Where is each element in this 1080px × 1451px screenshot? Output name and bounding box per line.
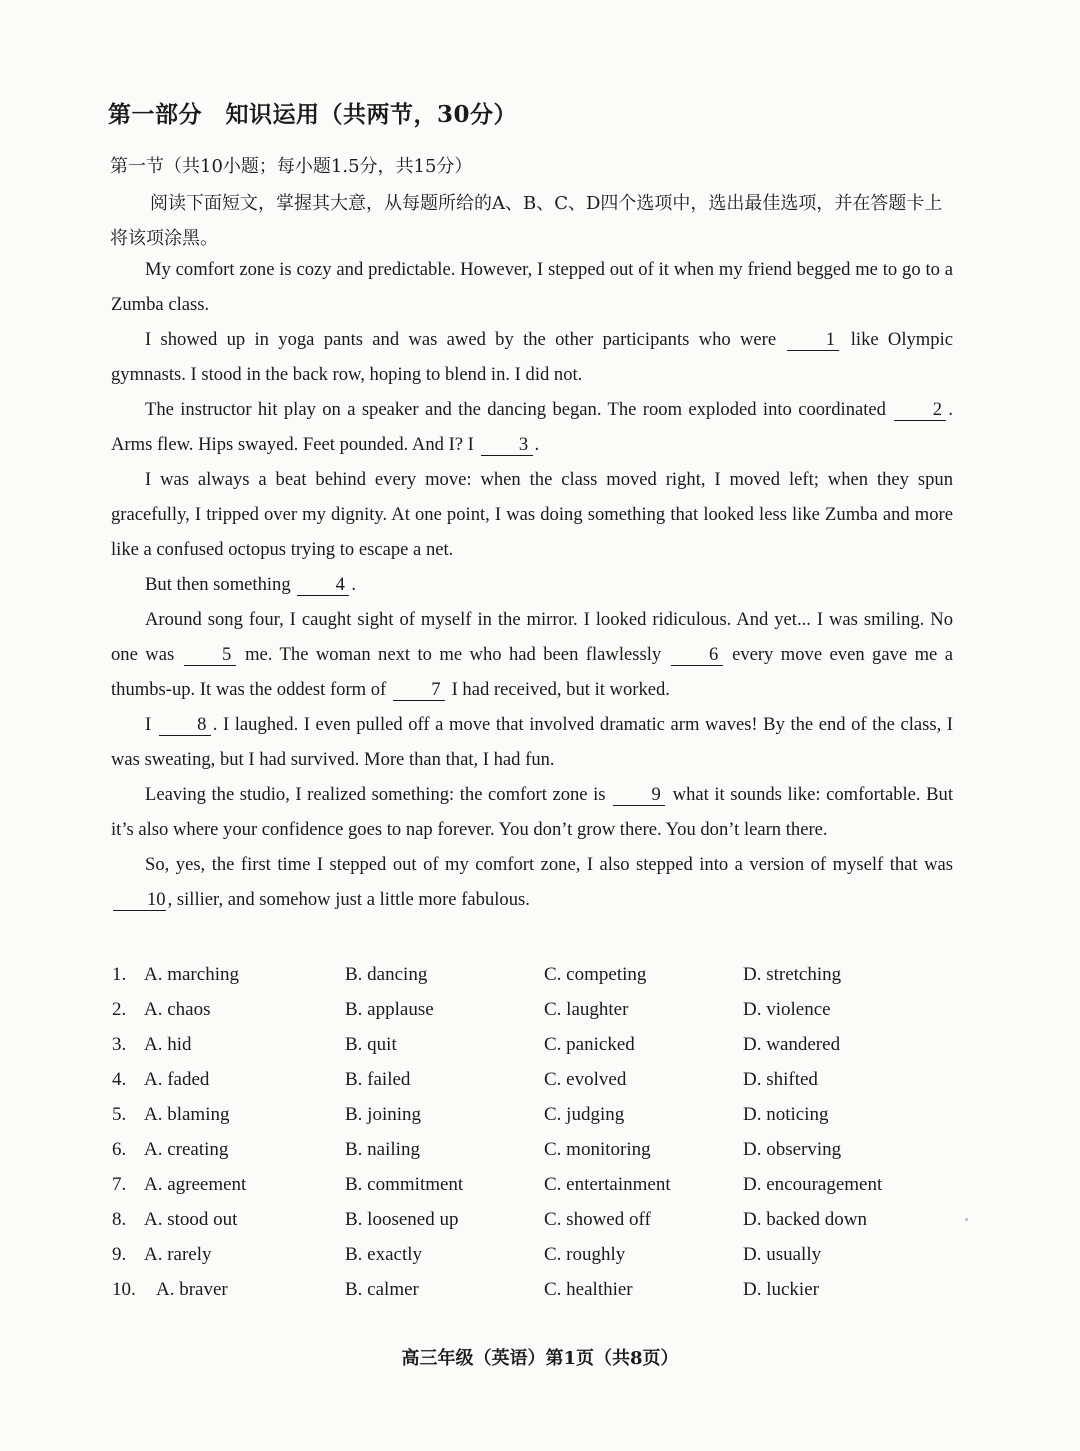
blank-2: 2 [894,400,946,421]
option-a: A. chaos [144,999,211,1020]
option-b: B. quit [345,1034,397,1055]
blank-8: 8 [159,715,211,736]
question-number: 7. [112,1174,127,1195]
question-number: 9. [112,1244,127,1265]
section-title: 第一节（共10小题；每小题1.5分，共15分） [110,156,473,177]
option-d: D. observing [743,1139,842,1160]
text: So, yes, the first time I stepped out of my comfort zone, I also stepped into a version of myself that was [145,854,953,875]
blank-10: 10 [113,890,166,911]
blank-5: 5 [184,645,236,666]
option-a: A. creating [144,1139,229,1160]
question-number: 3. [112,1034,127,1055]
option-c: C. competing [544,964,647,985]
paragraph-5 [111,567,953,602]
option-c: C. panicked [544,1034,635,1055]
text: Leaving the studio, I realized something: the comfort zone is [145,784,606,805]
option-d: D. wandered [743,1034,841,1055]
option-row [112,1244,972,1279]
question-number: 4. [112,1069,127,1090]
option-a: A. blaming [144,1104,230,1125]
paragraph-4: I was always a beat behind every move: when the class moved right, I moved left; when they spun gracefully, I tripped over my dignity. At one point, I was doing something that looked less like Zumba and more like a confused octopus trying to escape a net. [111,469,953,560]
option-c: C. monitoring [544,1139,651,1160]
option-row [112,1069,972,1104]
options-list [112,964,972,1314]
blank-6: 6 [671,645,723,666]
scan-speck [965,1218,968,1221]
option-row [112,999,972,1034]
option-b: B. exactly [345,1244,423,1265]
text: . I laughed. I even pulled off a move that involved dramatic arm waves! By the end of the class, I was sweating, but I had survived. More than that, I had fun. [111,714,953,770]
question-number: 5. [112,1104,127,1125]
text: , sillier, and somehow just a little more fabulous. [167,889,530,910]
option-d: D. luckier [743,1279,819,1300]
paragraph-1: My comfort zone is cozy and predictable. However, I stepped out of it when my friend begged me to go to a Zumba class. [111,259,953,315]
text: I showed up in yoga pants and was awed by the other participants who were [145,329,777,350]
option-b: B. commitment [345,1174,464,1195]
text: what it sounds like: comfortable. But it’s also where your confidence goes to nap forever. You don’t grow there. You don’t learn there. [111,784,953,840]
text: Around song four, I caught sight of myself in the mirror. I looked ridiculous. And yet... I was smiling. No one was [111,609,953,665]
option-d: D. stretching [743,964,842,985]
blank-1: 1 [787,330,839,351]
instructions: 阅读下面短文，掌握其大意，从每题所给的A、B、C、D四个选项中，选出最佳选项，并在答题卡上将该项涂黑。 [110,193,943,249]
question-number: 10. [112,1279,136,1300]
option-c: C. showed off [544,1209,651,1230]
option-a: A. stood out [144,1209,238,1230]
option-a: A. rarely [144,1244,212,1265]
option-a: A. hid [144,1034,192,1055]
text: . [534,434,540,455]
paragraph-7 [111,707,953,777]
question-number: 2. [112,999,127,1020]
option-row [112,1174,972,1209]
option-d: D. backed down [743,1209,867,1230]
page-footer: 高三年级（英语）第1页（共8页） [401,1348,679,1369]
option-a: A. marching [144,964,239,985]
option-c: C. laughter [544,999,629,1020]
option-d: D. shifted [743,1069,818,1090]
option-c: C. healthier [544,1279,633,1300]
text: me. The woman next to me who had been flawlessly [245,644,662,665]
paragraph-9 [111,847,953,917]
question-number: 8. [112,1209,127,1230]
option-d: D. usually [743,1244,822,1265]
blank-9: 9 [613,785,665,806]
passage [111,252,953,917]
text: But then something [145,574,291,595]
option-c: C. entertainment [544,1174,671,1195]
text: like Olympic gymnasts. I stood in the back row, hoping to blend in. I did not. [111,329,953,385]
option-row [112,1139,972,1174]
option-c: C. evolved [544,1069,627,1090]
option-row [112,1034,972,1069]
option-row [112,964,972,999]
option-b: B. applause [345,999,434,1020]
option-a: A. agreement [144,1174,247,1195]
text: every move even gave me a thumbs-up. It was the oddest form of [111,644,953,700]
blank-4: 4 [297,575,349,596]
option-b: B. loosened up [345,1209,459,1230]
option-a: A. faded [144,1069,210,1090]
paragraph-8 [111,777,953,847]
option-b: B. nailing [345,1139,420,1160]
option-row [112,1104,972,1139]
option-c: C. judging [544,1104,625,1125]
text: . [351,574,356,595]
option-d: D. noticing [743,1104,829,1125]
blank-7: 7 [393,680,445,701]
paragraph-6 [111,602,953,707]
option-b: B. joining [345,1104,422,1125]
option-b: B. dancing [345,964,428,985]
option-row [112,1279,972,1314]
question-number: 6. [112,1139,127,1160]
option-c: C. roughly [544,1244,626,1265]
paragraph-2 [111,322,953,392]
option-row [112,1209,972,1244]
option-a: A. braver [156,1279,228,1300]
option-b: B. calmer [345,1279,419,1300]
paragraph-3 [111,392,953,462]
text: I [145,714,152,735]
part-title: 第一部分 知识运用（共两节，30分） [108,101,518,128]
text: I had received, but it worked. [451,679,670,700]
option-b: B. failed [345,1069,411,1090]
option-d: D. encouragement [743,1174,883,1195]
option-d: D. violence [743,999,831,1020]
question-number: 1. [112,964,127,985]
text: . Arms flew. Hips swayed. Feet pounded. And I? I [111,399,954,455]
blank-3: 3 [481,435,533,456]
text: The instructor hit play on a speaker and the dancing began. The room exploded into coordinated [145,399,886,420]
